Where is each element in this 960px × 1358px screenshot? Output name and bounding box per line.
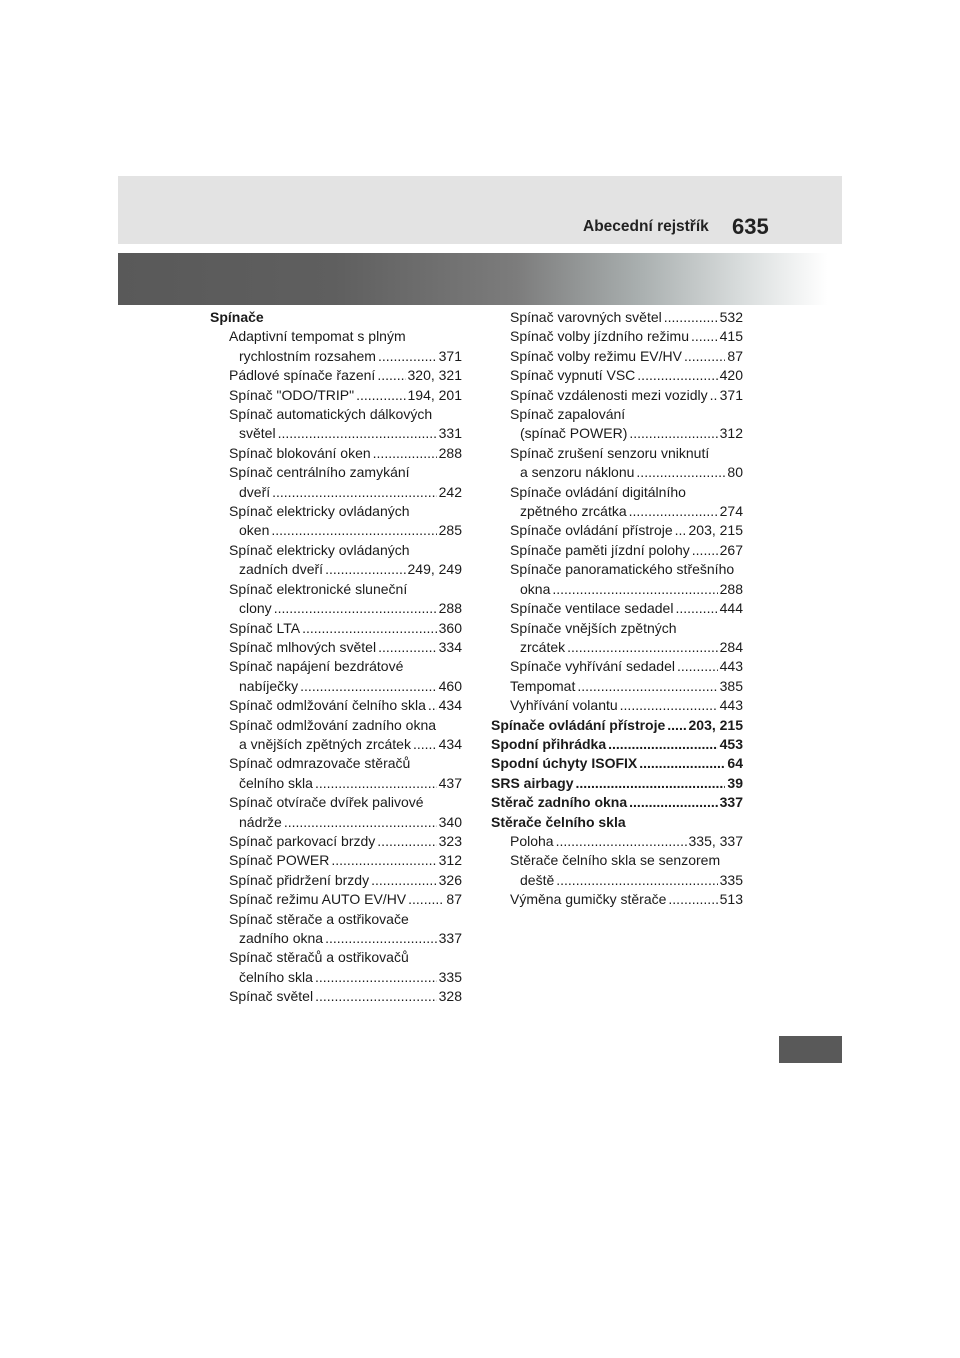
index-entry-term: Spínač přidržení brzdy — [229, 871, 370, 888]
index-entry-term: zadního okna — [239, 930, 324, 946]
leader-dots — [315, 774, 437, 793]
index-entry — [210, 580, 462, 599]
index-entry-term: Stěrače čelního skla — [491, 813, 626, 830]
index-entry-term: Stěrače čelního skla se senzorem — [510, 852, 721, 869]
leader-dots — [315, 987, 437, 1006]
index-entry-term: Spínač zapalování — [510, 406, 626, 423]
index-entry — [210, 774, 462, 793]
index-entry-page: 320, 321 — [407, 367, 462, 384]
index-entry — [210, 502, 462, 521]
index-entry-page: 460 — [438, 677, 462, 694]
index-entry-page: 443 — [719, 658, 743, 675]
leader-dots — [408, 890, 444, 909]
index-entry-page: 340 — [438, 813, 462, 830]
index-entry-page: 415 — [719, 328, 743, 345]
leader-dots — [556, 832, 687, 851]
index-entry — [491, 619, 743, 638]
leader-dots — [677, 657, 718, 676]
index-entry — [210, 386, 462, 405]
index-entry-term: Spínač odmlžování čelního skla — [229, 697, 426, 714]
index-entry-term: Spínač napájení bezdrátové — [229, 658, 404, 675]
leader-dots — [284, 813, 437, 832]
index-entry — [491, 754, 743, 773]
leader-dots — [629, 793, 717, 812]
index-entry — [210, 871, 462, 890]
index-entry-page: 64 — [727, 755, 743, 772]
index-entry-term: nádrže — [239, 813, 282, 830]
index-entry — [210, 716, 462, 735]
leader-dots — [325, 560, 405, 579]
leader-dots — [691, 327, 718, 346]
index-entry-term: Spínač zrušení senzoru vniknutí — [510, 444, 710, 461]
index-entry-term: čelního skla — [239, 968, 313, 985]
index-entry — [210, 968, 462, 987]
index-entry-page: 194, 201 — [407, 386, 462, 403]
page-number: 635 — [732, 214, 769, 239]
leader-dots — [567, 638, 718, 657]
index-entry-page: 203, 215 — [688, 716, 743, 733]
leader-dots — [608, 735, 718, 754]
index-entry-term: Poloha — [510, 832, 554, 849]
section-title: Abecední rejstřík — [583, 218, 709, 235]
index-entry-page: 371 — [719, 386, 743, 403]
leader-dots — [629, 502, 718, 521]
index-entry-term: Spínač volby jízdního režimu — [510, 328, 689, 345]
index-entry-term: Výměna gumičky stěrače — [510, 891, 667, 908]
leader-dots — [428, 696, 437, 715]
leader-dots — [668, 890, 717, 909]
index-entry — [210, 424, 462, 443]
leader-dots — [692, 541, 718, 560]
index-entry — [210, 910, 462, 929]
leader-dots — [684, 347, 725, 366]
index-entry — [491, 657, 743, 676]
index-entry — [210, 948, 462, 967]
index-entry-page: 87 — [446, 891, 462, 908]
leader-dots — [629, 424, 717, 443]
index-entry-page: 420 — [719, 367, 743, 384]
index-entry — [491, 774, 743, 793]
index-entry-term: Spínače — [210, 309, 264, 325]
index-entry — [491, 327, 743, 346]
leader-dots — [274, 599, 437, 618]
index-entry — [491, 716, 743, 735]
index-entry-term: Spínače ovládání přístroje — [491, 716, 666, 733]
leader-dots — [575, 774, 725, 793]
leader-dots — [664, 308, 718, 327]
index-entry-page: 371 — [438, 347, 462, 364]
index-entry — [491, 696, 743, 715]
index-entry — [210, 929, 462, 948]
index-entry-page: 242 — [438, 483, 462, 500]
leader-dots — [378, 638, 437, 657]
index-entry-term: zadních dveří — [239, 561, 324, 578]
leader-dots — [315, 968, 437, 987]
index-entry — [491, 793, 743, 812]
index-entry-page: 532 — [719, 309, 743, 325]
index-entry — [491, 444, 743, 463]
index-entry — [491, 735, 743, 754]
index-entry-page: 337 — [438, 930, 462, 946]
index-entry-page: 312 — [719, 425, 743, 442]
index-entry-page: 331 — [438, 425, 462, 442]
index-entry-page: 437 — [438, 774, 462, 791]
index-entry — [210, 483, 462, 502]
index-entry-term: Spínač světel — [229, 988, 314, 1005]
index-entry — [210, 793, 462, 812]
index-entry-term: a vnějších zpětných zrcátek — [239, 735, 411, 752]
leader-dots — [675, 521, 687, 540]
leader-dots — [377, 366, 405, 385]
index-entry — [210, 890, 462, 909]
index-column-right — [491, 308, 743, 910]
index-entry — [210, 619, 462, 638]
index-entry-term: zrcátek — [520, 638, 566, 655]
index-entry — [491, 599, 743, 618]
index-entry — [491, 366, 743, 385]
index-entry-page: 284 — [719, 638, 743, 655]
leader-dots — [552, 580, 717, 599]
index-entry-page: 267 — [719, 541, 743, 558]
index-entry — [210, 851, 462, 870]
index-entry — [491, 541, 743, 560]
index-entry-term: a senzoru náklonu — [520, 464, 635, 481]
index-entry-page: 360 — [438, 619, 462, 636]
leader-dots — [271, 521, 436, 540]
index-entry-term: Spínač "ODO/TRIP" — [229, 386, 355, 403]
index-entry-page: 335 — [719, 871, 743, 888]
index-entry-term: Spínač elektronické sluneční — [229, 580, 408, 597]
leader-dots — [325, 929, 437, 948]
index-entry-term: Spínač stěračů a ostřikovačů — [229, 949, 409, 966]
index-entry-term: Spínač odmrazovače stěračů — [229, 755, 411, 772]
index-entry — [491, 677, 743, 696]
index-entry-term: Spodní přihrádka — [491, 735, 607, 752]
index-entry-term: Spínač LTA — [229, 619, 301, 636]
leader-dots — [577, 677, 717, 696]
index-entry-term: Spínač parkovací brzdy — [229, 832, 376, 849]
index-entry — [210, 599, 462, 618]
leader-dots — [639, 754, 725, 773]
index-entry-term: Pádlové spínače řazení — [229, 367, 376, 384]
index-entry-term: Spínače paměti jízdní polohy — [510, 541, 690, 558]
index-entry — [210, 521, 462, 540]
index-entry-page: 434 — [438, 697, 462, 714]
index-entry-term: Spínače panoramatického střešního — [510, 561, 735, 578]
index-entry-term: Spínač režimu AUTO EV/HV — [229, 891, 407, 908]
index-entry — [210, 327, 462, 346]
index-entry — [210, 347, 462, 366]
index-entry — [491, 521, 743, 540]
index-entry-term: světel — [239, 425, 276, 442]
index-entry — [210, 696, 462, 715]
index-entry-term: Spínač elektricky ovládaných — [229, 541, 410, 558]
index-entry — [210, 541, 462, 560]
index-entry-term: Spínač odmlžování zadního okna — [229, 716, 437, 733]
index-entry-page: 39 — [727, 774, 743, 791]
leader-dots — [356, 386, 405, 405]
index-entry — [210, 813, 462, 832]
leader-dots — [377, 832, 436, 851]
index-entry-term: zpětného zrcátka — [520, 503, 627, 520]
index-entry-page: 274 — [719, 503, 743, 520]
index-entry — [491, 890, 743, 909]
index-entry-page: 326 — [438, 871, 462, 888]
index-entry-term: Spínač centrálního zamykání — [229, 464, 410, 481]
index-entry — [491, 424, 743, 443]
leader-dots — [302, 619, 437, 638]
index-entry-term: Spínač varovných světel — [510, 309, 662, 325]
index-entry — [210, 366, 462, 385]
header-gradient-bar — [118, 253, 842, 305]
index-entry — [210, 657, 462, 676]
index-entry — [491, 463, 743, 482]
leader-dots — [278, 424, 437, 443]
index-entry — [491, 851, 743, 870]
index-entry-page: 203, 215 — [688, 522, 743, 539]
index-entry-page: 87 — [727, 347, 743, 364]
index-entry-page: 80 — [727, 464, 743, 481]
index-entry-page: 334 — [438, 638, 462, 655]
index-entry-term: dveří — [239, 483, 271, 500]
index-entry — [210, 560, 462, 579]
index-entry-term: Spínače ovládání digitálního — [510, 483, 686, 500]
index-entry-term: Spínače vyhřívání sedadel — [510, 658, 675, 675]
index-entry-page: 328 — [438, 988, 462, 1005]
index-entry-term: clony — [239, 600, 272, 617]
index-entry-page: 444 — [719, 600, 743, 617]
index-entry — [491, 871, 743, 890]
index-entry-term: Spínače vnějších zpětných — [510, 619, 677, 636]
index-entry-term: nabíječky — [239, 677, 299, 694]
leader-dots — [371, 871, 437, 890]
index-entry — [491, 483, 743, 502]
index-entry-term: Adaptivní tempomat s plným — [229, 328, 406, 345]
index-entry — [491, 560, 743, 579]
index-entry — [210, 405, 462, 424]
index-entry — [491, 405, 743, 424]
leader-dots — [272, 483, 437, 502]
index-entry-page: 288 — [719, 580, 743, 597]
index-entry-term: Spínač vzdálenosti mezi vozidly — [510, 386, 708, 403]
index-entry-term: Stěrač zadního okna — [491, 794, 628, 811]
index-entry-term: (spínač POWER) — [520, 425, 628, 442]
index-entry — [491, 580, 743, 599]
index-entry-term: Spodní úchyty ISOFIX — [491, 755, 638, 772]
leader-dots — [378, 347, 437, 366]
index-entry-term: rychlostním rozsahem — [239, 347, 376, 364]
index-entry-term: Spínač blokování oken — [229, 444, 371, 461]
leader-dots — [331, 851, 436, 870]
index-entry-page: 312 — [438, 852, 462, 869]
index-entry-page: 443 — [719, 697, 743, 714]
index-entry — [491, 502, 743, 521]
index-entry-term: Spínač vypnutí VSC — [510, 367, 636, 384]
index-entry — [491, 308, 743, 327]
index-entry — [491, 638, 743, 657]
index-entry-term: Spínač otvírače dvířek palivové — [229, 794, 424, 811]
index-entry — [210, 987, 462, 1006]
index-entry-page: 385 — [719, 677, 743, 694]
index-entry-page: 335 — [438, 968, 462, 985]
index-entry-page: 288 — [438, 444, 462, 461]
index-entry-term: Spínač stěrače a ostřikovače — [229, 910, 409, 927]
leader-dots — [413, 735, 437, 754]
index-entry-page: 434 — [438, 735, 462, 752]
index-entry-term: Spínač volby režimu EV/HV — [510, 347, 682, 364]
index-entry — [491, 832, 743, 851]
leader-dots — [667, 716, 686, 735]
leader-dots — [675, 599, 717, 618]
index-entry-page: 249, 249 — [407, 561, 462, 578]
index-column-left — [210, 308, 462, 1007]
index-entry-term: deště — [520, 871, 555, 888]
index-entry-term: Spínače ovládání přístroje — [510, 522, 673, 539]
index-entry — [210, 444, 462, 463]
index-entry-term: Spínače ventilace sedadel — [510, 600, 674, 617]
index-entry — [210, 832, 462, 851]
index-entry-term: okna — [520, 580, 551, 597]
index-entry — [210, 638, 462, 657]
index-entry-term: oken — [239, 522, 270, 539]
thumb-index-tab — [779, 1036, 842, 1063]
index-entry-page: 288 — [438, 600, 462, 617]
leader-dots — [710, 386, 718, 405]
index-entry-page: 513 — [719, 891, 743, 908]
index-entry-term: čelního skla — [239, 774, 313, 791]
index-entry-page: 323 — [438, 832, 462, 849]
index-entry — [491, 347, 743, 366]
index-entry-term: Spínač mlhových světel — [229, 638, 377, 655]
index-entry-term: Spínač POWER — [229, 852, 330, 869]
index-entry-term: Tempomat — [510, 677, 576, 694]
index-entry-page: 337 — [719, 794, 743, 811]
index-entry — [210, 308, 462, 327]
index-entry — [210, 735, 462, 754]
index-entry — [210, 677, 462, 696]
index-entry — [210, 754, 462, 773]
index-entry — [210, 463, 462, 482]
leader-dots — [556, 871, 717, 890]
leader-dots — [373, 444, 437, 463]
index-entry-page: 453 — [719, 735, 743, 752]
index-entry-term: Spínač automatických dálkových — [229, 406, 433, 423]
leader-dots — [300, 677, 436, 696]
index-entry-page: 335, 337 — [688, 832, 743, 849]
leader-dots — [637, 366, 717, 385]
index-entry — [491, 386, 743, 405]
index-entry-term: Spínač elektricky ovládaných — [229, 503, 410, 520]
leader-dots — [636, 463, 725, 482]
index-entry-page: 285 — [438, 522, 462, 539]
index-entry-term: Vyhřívání volantu — [510, 697, 618, 714]
index-entry — [491, 813, 743, 832]
leader-dots — [620, 696, 718, 715]
index-entry-term: SRS airbagy — [491, 774, 574, 791]
